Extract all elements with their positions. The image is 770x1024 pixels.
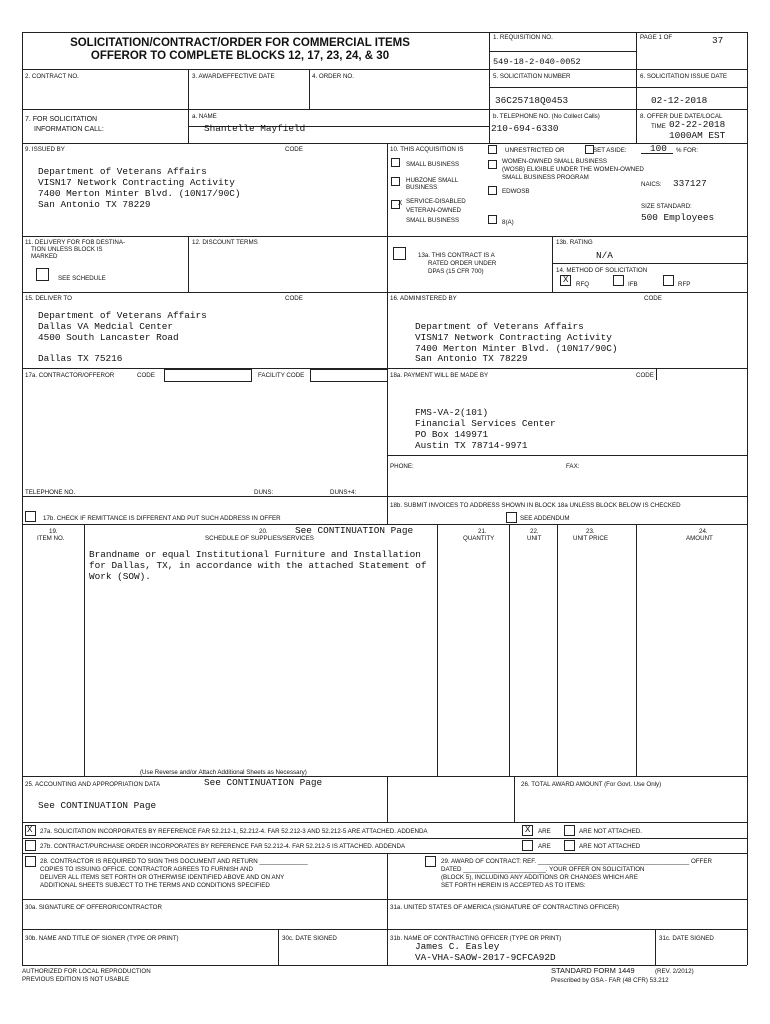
issued-by-code-label: CODE (285, 146, 303, 153)
solicitation-no-label: 5. SOLICITATION NUMBER (493, 73, 571, 80)
ifb-label: IFB (628, 281, 638, 288)
clause-29-line2: DATED ________________________. YOUR OFFER ON SOLICITATION (441, 866, 645, 873)
payment-code-label: CODE (636, 372, 654, 379)
address-line: Department of Veterans Affairs (415, 321, 584, 332)
signature-co-label: 31a. UNITED STATES OF AMERICA (SIGNATURE OF CONTRACTING OFFICER) (390, 904, 619, 911)
are-mark: X (525, 825, 531, 835)
address-line: 7400 Merton Minter Blvd. (10N17/90C) (415, 343, 618, 354)
pct-for-label: % FOR: (676, 147, 699, 154)
hubzone-checkbox[interactable] (391, 177, 400, 186)
facility-code-box[interactable] (310, 369, 388, 382)
award-date-label: 3. AWARD/EFFECTIVE DATE (192, 73, 275, 80)
unrestricted-checkbox[interactable] (488, 145, 497, 154)
contract-no-label: 2. CONTRACT NO. (25, 73, 79, 80)
address-line: 4500 South Lancaster Road (38, 332, 179, 343)
address-line: Department of Veterans Affairs (38, 166, 207, 177)
edwosb-checkbox[interactable] (488, 186, 497, 195)
clause-29-line3: (BLOCK 5), INCLUDING ANY ADDITIONS OR CHANGES WHICH ARE (441, 874, 638, 881)
order-no-label: 4. ORDER NO. (312, 73, 354, 80)
phone-label: b. TELEPHONE NO. (No Collect Calls) (493, 113, 600, 120)
page-label: PAGE 1 OF (640, 34, 673, 41)
wosb-label-3: SMALL BUSINESS PROGRAM (502, 174, 589, 181)
footer-prescribed: Prescribed by GSA - FAR (48 CFR) 53.212 (551, 977, 669, 984)
description-line: Work (SOW). (89, 571, 151, 582)
clause-29-line1: 29. AWARD OF CONTRACT: REF. ____________________________________________ OFFER (441, 858, 712, 865)
submit-invoices-label: 18b. SUBMIT INVOICES TO ADDRESS SHOWN IN BLOCK 18a UNLESS BLOCK BELOW IS CHECKED (390, 502, 681, 509)
footer-prev: PREVIOUS EDITION IS NOT USABLE (22, 976, 130, 983)
naics-value[interactable]: 337127 (673, 178, 707, 189)
are-not-b-label: ARE NOT ATTACHED (579, 843, 641, 850)
administered-by-label: 16. ADMINISTERED BY (390, 295, 457, 302)
are-b-checkbox[interactable] (522, 840, 533, 851)
clause-27a-label: 27a. SOLICITATION INCORPORATES BY REFERENCE FAR 52.212-1, 52.212-4. FAR 52.212-3 AND 52.212-5 ARE ATTACHED. ADDENDA (40, 828, 428, 835)
for-solicitation-label-2: INFORMATION CALL: (34, 126, 104, 133)
clause-28-line1: 28. CONTRACTOR IS REQUIRED TO SIGN THIS DOCUMENT AND RETURN ______________ (40, 858, 308, 865)
rating-value[interactable]: N/A (596, 250, 613, 261)
discount-terms-label: 12. DISCOUNT TERMS (192, 239, 258, 246)
wosb-checkbox[interactable] (488, 160, 497, 169)
are-not-label: ARE NOT ATTACHED. (579, 828, 642, 835)
telephone-label: TELEPHONE NO. (25, 489, 76, 496)
facility-code-label: FACILITY CODE (258, 372, 305, 379)
solicitation-no-value[interactable]: 36C25718Q0453 (495, 95, 569, 106)
col-amount: AMOUNT (686, 535, 713, 542)
clause-29-checkbox[interactable] (425, 856, 436, 867)
small-business-label: SMALL BUSINESS (406, 161, 460, 168)
co-name-label: 31b. NAME OF CONTRACTING OFFICER (TYPE OR PRINT) (390, 935, 562, 942)
payment-code-box[interactable] (656, 369, 747, 380)
payment-label: 18a. PAYMENT WILL BE MADE BY (390, 372, 489, 379)
col-item-num: 19. (49, 528, 58, 535)
col-schedule-value: See CONTINUATION Page (295, 525, 414, 536)
rated-order-label-3: DPAS (15 CFR 700) (428, 268, 484, 275)
hubzone-label: HUBZONE SMALL (406, 177, 459, 184)
set-aside-pct[interactable]: 100 (650, 143, 667, 154)
name-value[interactable]: Shantelle Mayfield (204, 123, 306, 134)
rated-order-label-2: RATED ORDER UNDER (428, 260, 497, 267)
are-not-checkbox[interactable] (564, 825, 575, 836)
address-line: Austin TX 78714-9971 (415, 440, 528, 451)
clause-28-line4: ADDITIONAL SHEETS SUBJECT TO THE TERMS AND CONDITIONS SPECIFIED (40, 882, 270, 889)
remittance-checkbox[interactable] (25, 511, 36, 522)
description-line: for Dallas, TX, in accordance with the attached Statement of (89, 560, 427, 571)
clause-27b-checkbox[interactable] (25, 840, 36, 851)
address-line: San Antonio TX 78229 (38, 199, 151, 210)
clause-28-line3: DELIVER ALL ITEMS SET FORTH OR OTHERWISE IDENTIFIED ABOVE AND ON ANY (40, 874, 285, 881)
wosb-label: WOMEN-OWNED SMALL BUSINESS (502, 158, 607, 165)
col-unit-price-num: 23. (586, 528, 595, 535)
reverse-note: (Use Reverse and/or Attach Additional Sheets as Necessary) (140, 769, 307, 776)
contractor-label: 17a. CONTRACTOR/OFFEROR (25, 372, 115, 379)
payment-fax-label: FAX: (566, 463, 580, 470)
contractor-code-label: CODE (137, 372, 155, 379)
col-quantity-num: 21. (478, 528, 487, 535)
sdvosb-label: SERVICE-DISABLED (406, 198, 466, 205)
clause-27b-label: 27b. CONTRACT/PURCHASE ORDER INCORPORATES BY REFERENCE FAR 52.212-4. FAR 52.212-5 IS ATTACHED. ADDENDA (40, 843, 406, 850)
col-amount-num: 24. (699, 528, 708, 535)
small-business-checkbox[interactable] (391, 158, 400, 167)
issue-date-label: 6. SOLICITATION ISSUE DATE (640, 73, 727, 80)
address-line: Dallas VA Medcial Center (38, 321, 174, 332)
deliver-to-label: 15. DELIVER TO (25, 295, 72, 302)
signature-co-field[interactable] (388, 912, 746, 928)
issue-date-value[interactable]: 02-12-2018 (651, 95, 708, 106)
offer-due-time[interactable]: 1000AM EST (669, 130, 726, 141)
are-b-label: ARE (538, 843, 551, 850)
size-standard-label: SIZE STANDARD: (641, 203, 692, 210)
requisition-label: 1. REQUISITION NO. (493, 34, 553, 41)
method-label: 14. METHOD OF SOLICITATION (556, 267, 648, 274)
address-line: Department of Veterans Affairs (38, 310, 207, 321)
edwosb-label: EDWOSB (502, 188, 530, 195)
requisition-value[interactable]: 549-18-2-040-0052 (493, 57, 581, 67)
form-title-line2: OFFEROR TO COMPLETE BLOCKS 12, 17, 23, 24, & 30 (90, 50, 390, 62)
co-id-value: VA-VHA-SAOW-2017-9CFCA92D (415, 952, 556, 963)
are-label: ARE (538, 828, 551, 835)
rfp-label: RFP (678, 281, 691, 288)
sdvosb-label-3: SMALL BUSINESS (406, 217, 460, 224)
duns4-label: DUNS+4: (330, 489, 357, 496)
see-addendum-checkbox[interactable] (506, 512, 517, 523)
address-line: San Antonio TX 78229 (415, 353, 528, 364)
see-addendum-label: SEE ADDENDUM (520, 515, 570, 522)
clause-28-line2: COPIES TO ISSUING OFFICE. CONTRACTOR AGREES TO FURNISH AND (40, 866, 253, 873)
administered-by-code-label: CODE (644, 295, 662, 302)
col-unit-num: 22. (530, 528, 539, 535)
delivery-fob-label: 11. DELIVERY FOR FOB DESTINA- (25, 239, 126, 246)
accounting-value[interactable]: See CONTINUATION Page (204, 777, 323, 788)
remittance-label: 17b. CHECK IF REMITTANCE IS DIFFERENT AND PUT SUCH ADDRESS IN OFFER (43, 515, 281, 522)
description-line: Brandname or equal Institutional Furniture and Installation (89, 549, 421, 560)
offer-due-time-label: TIME (651, 123, 666, 130)
co-name-value: James C. Easley (415, 941, 500, 952)
address-line: 7400 Merton Minter Blvd. (10N17/90C) (38, 188, 241, 199)
payment-phone-label: PHONE: (390, 463, 414, 470)
see-schedule-checkbox[interactable] (36, 268, 49, 281)
col-unit-price: UNIT PRICE (573, 535, 608, 542)
accounting-label: 25. ACCOUNTING AND APPROPRIATION DATA (25, 781, 161, 788)
rated-order-label: 13a. THIS CONTRACT IS A (418, 252, 495, 259)
rfq-mark: X (563, 275, 569, 285)
clause-29-line4: SET FORTH HEREIN IS ACCEPTED AS TO ITEMS: (441, 882, 586, 889)
rfp-checkbox[interactable] (663, 275, 674, 286)
page-total: 37 (712, 35, 724, 46)
eight-a-checkbox[interactable] (488, 215, 497, 224)
address-line: Financial Services Center (415, 418, 556, 429)
contractor-code-box[interactable] (164, 369, 252, 382)
see-schedule-label: SEE SCHEDULE (58, 275, 106, 282)
footer-auth: AUTHORIZED FOR LOCAL REPRODUCTION (22, 968, 151, 975)
name-label: a. NAME (192, 113, 217, 120)
footer-form-name: STANDARD FORM 1449 (551, 966, 635, 975)
date-signed-30c-label: 30c. DATE SIGNED (282, 935, 337, 942)
offer-due-date[interactable]: 02-22-2018 (669, 119, 726, 130)
rfq-label: RFQ (576, 281, 590, 288)
signature-offeror-field[interactable] (23, 912, 386, 928)
col-schedule: SCHEDULE OF SUPPLIES/SERVICES (205, 535, 314, 542)
footer-rev: (REV. 2/2012) (655, 968, 694, 975)
address-line: Dallas TX 75216 (38, 353, 123, 364)
hubzone-label-2: BUSINESS (406, 184, 438, 191)
rating-label: 13b. RATING (556, 239, 593, 246)
sdvosb-label-2: VETERAN-OWNED (406, 207, 462, 214)
issued-by-label: 9. ISSUED BY (25, 146, 65, 153)
phone-value[interactable]: 210-694-6330 (491, 123, 559, 134)
ifb-checkbox[interactable] (613, 275, 624, 286)
unrestricted-label: UNRESTRICTED OR (505, 147, 565, 154)
wosb-label-2: (WOSB) ELIGIBLE UNDER THE WOMEN-OWNED (502, 166, 644, 173)
address-line: VISN17 Network Contracting Activity (38, 177, 235, 188)
size-standard-value[interactable]: 500 Employees (641, 212, 715, 223)
eight-a-label: 8(A) (502, 219, 514, 226)
clause-27a-mark: X (27, 825, 33, 835)
naics-label: NAICS: (641, 181, 662, 188)
address-line: VISN17 Network Contracting Activity (415, 332, 612, 343)
rated-order-checkbox[interactable] (393, 247, 406, 260)
form-title-line1: SOLICITATION/CONTRACT/ORDER FOR COMMERCIAL ITEMS (70, 37, 410, 49)
delivery-fob-label-3: MARKED (31, 253, 58, 260)
col-schedule-num: 20. (259, 528, 268, 535)
address-line: PO Box 149971 (415, 429, 489, 440)
col-item: ITEM NO. (37, 535, 65, 542)
clause-28-checkbox[interactable] (25, 856, 36, 867)
are-not-b-checkbox[interactable] (564, 840, 575, 851)
address-line: FMS-VA-2(101) (415, 407, 489, 418)
duns-label: DUNS: (254, 489, 274, 496)
sdvosb-mark: X (398, 200, 403, 208)
delivery-fob-label-2: TION UNLESS BLOCK IS (31, 246, 103, 253)
signer-name-label: 30b. NAME AND TITLE OF SIGNER (TYPE OR PRINT) (25, 935, 179, 942)
accounting-value-2: See CONTINUATION Page (38, 800, 157, 811)
acquisition-label: 10. THIS ACQUISITION IS (390, 146, 464, 153)
col-unit: UNIT (527, 535, 542, 542)
deliver-to-code-label: CODE (285, 295, 303, 302)
for-solicitation-label: 7. FOR SOLICITATION (25, 116, 98, 123)
total-award-label: 26. TOTAL AWARD AMOUNT (For Govt. Use Only) (521, 781, 662, 788)
offer-due-label: 8. OFFER DUE DATE/LOCAL (640, 113, 723, 120)
signature-offeror-label: 30a. SIGNATURE OF OFFEROR/CONTRACTOR (25, 904, 162, 911)
date-signed-31c-label: 31c. DATE SIGNED (659, 935, 714, 942)
col-quantity: QUANTITY (463, 535, 495, 542)
set-aside-label: SET ASIDE: (593, 147, 627, 154)
